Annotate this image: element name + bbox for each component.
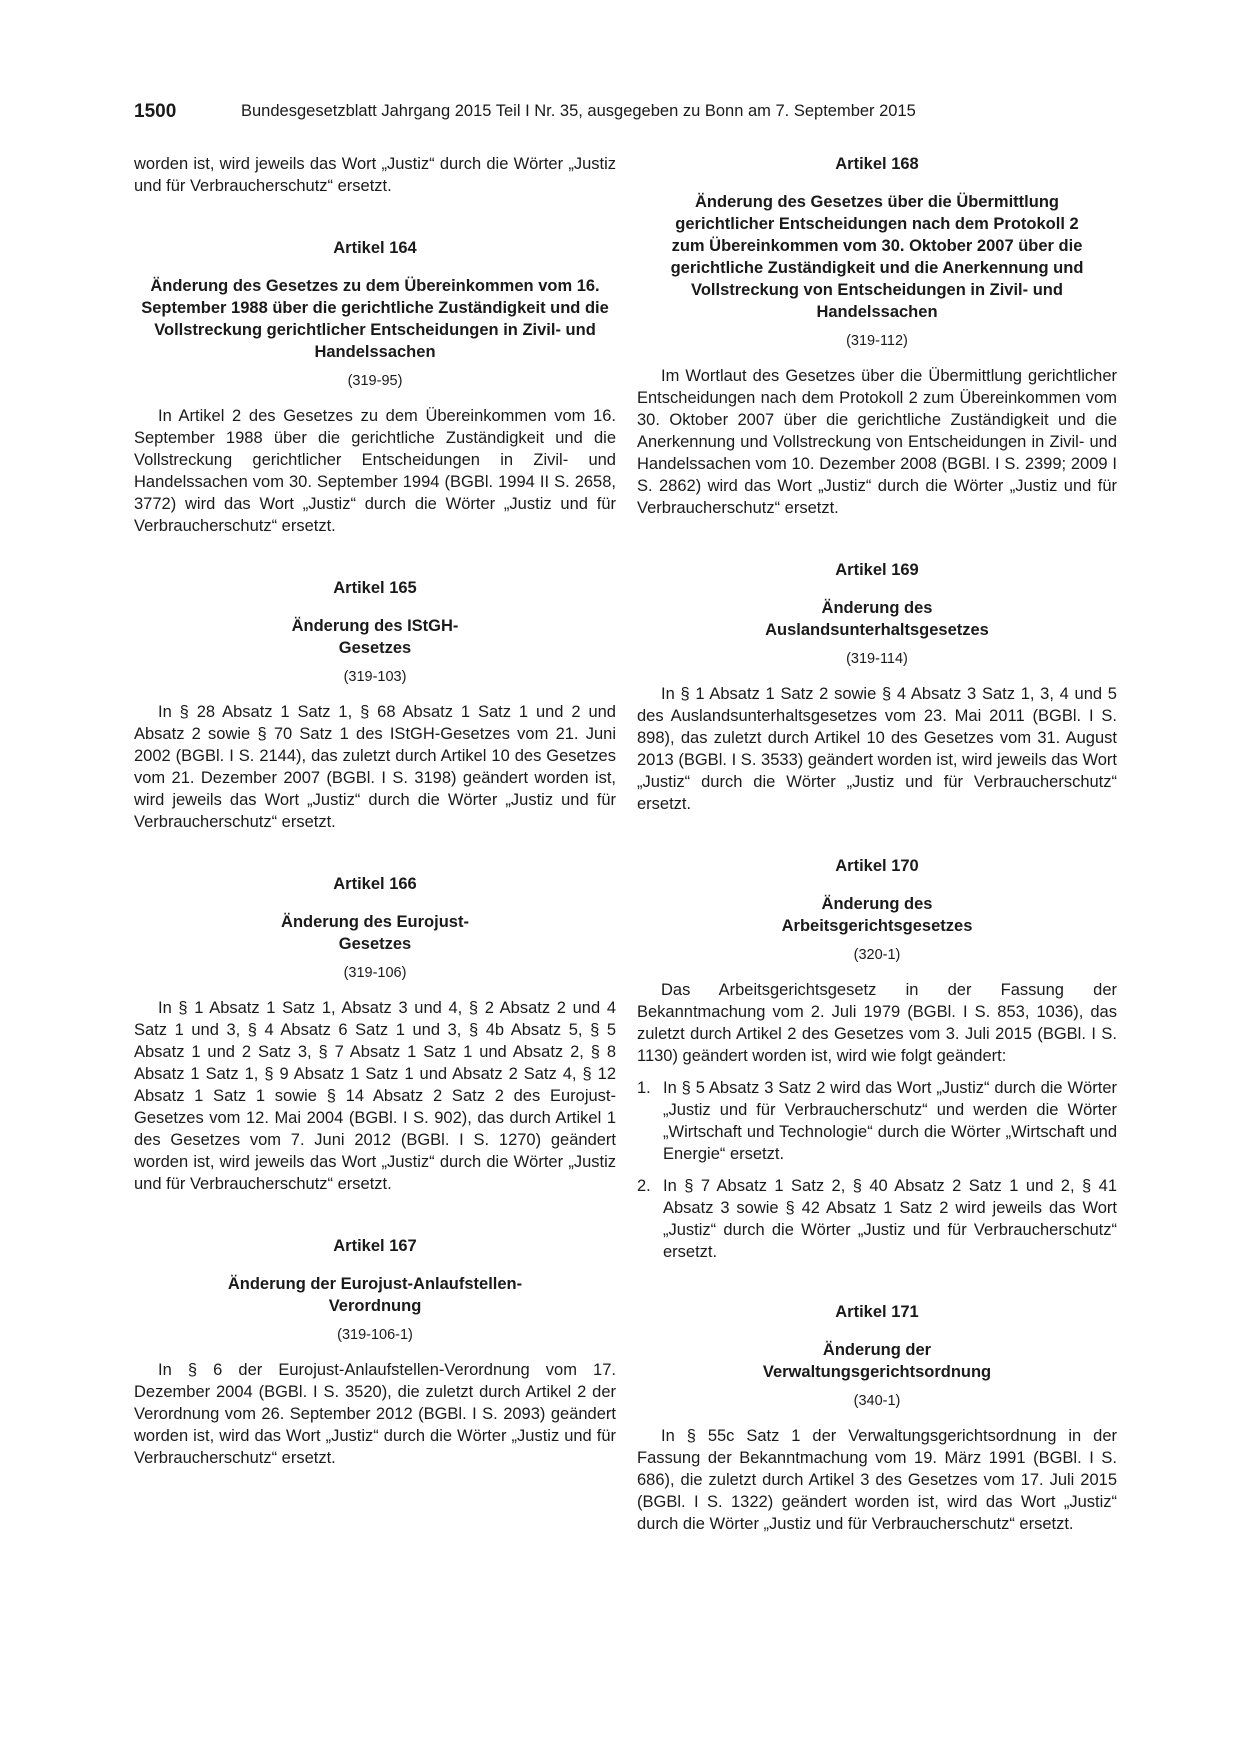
article-title: Änderung der Eurojust-Anlaufstellen-Verordnung (227, 1275, 523, 1315)
article-164 (134, 237, 616, 537)
article-body: In § 55c Satz 1 der Verwaltungsgerichtsordnung in der Fassung der Bekanntmachung vom 19. März 1991 (BGBl. I S. 686), die zuletzt durch Artikel 3 des Gesetzes vom 17. Juli 2015 (BGBl. I S. 1322) geändert worden ist, wird das Wort „Justiz“ durch die Wörter „Justiz und für Verbraucherschutz“ ersetzt. (637, 1427, 1117, 1533)
page-number: 1500 (134, 101, 177, 122)
gazette-title: Bundesgesetzblatt Jahrgang 2015 Teil I Nr. 35, ausgegeben zu Bonn am 7. September 2015 (241, 102, 916, 120)
article-reference: (319-114) (846, 651, 908, 667)
right-column (637, 153, 1117, 1535)
article-heading: Artikel 167 (333, 1237, 417, 1255)
article-title: Änderung des Gesetzes zu dem Übereinkommen vom 16. September 1988 über die gerichtliche Zuständigkeit und die Vollstreckung gerichtlicher Entscheidungen in Zivil- und Handelssachen (141, 277, 609, 361)
article-heading: Artikel 170 (835, 857, 919, 875)
article-body: In § 1 Absatz 1 Satz 1, Absatz 3 und 4, § 2 Absatz 2 und 4 Satz 1 und 3, § 4 Absatz 6 Satz 1 und 3, § 4b Absatz 5, § 5 Absatz 1 und 2 Satz 3, § 7 Absatz 1 Satz 1 und Absatz 2, § 8 Absatz 1 Satz 1, § 9 Absatz 1 Satz 1 und Absatz 2 Satz 4, § 12 Absatz 1 Satz 1 sowie § 14 Absatz 2 Satz 2 des Eurojust-Gesetzes vom 12. Mai 2004 (BGBl. I S. 902), das durch Artikel 1 des Gesetzes vom 7. Juni 2012 (BGBl. I S. 1270) geändert worden ist, wird jeweils das Wort „Justiz“ durch die Wörter „Justiz und für Verbraucherschutz“ ersetzt. (134, 999, 616, 1193)
list-item (637, 1175, 1117, 1263)
article-title: Änderung des Gesetzes über die Übermittlung gerichtlicher Entscheidungen nach dem Protokoll 2 zum Übereinkommen vom 30. Oktober 2007 über die gerichtliche Zuständigkeit und die Anerkennung und Vollstreckung von Entscheidungen in Zivil- und Handelssachen (670, 193, 1084, 321)
page-header (134, 101, 1014, 127)
article-heading: Artikel 168 (835, 155, 919, 173)
article-heading: Artikel 171 (835, 1303, 919, 1321)
article-165 (134, 577, 616, 833)
article-body: In § 6 der Eurojust-Anlaufstellen-Verordnung vom 17. Dezember 2004 (BGBl. I S. 3520), die zuletzt durch Artikel 2 der Verordnung vom 26. September 2012 (BGBl. I S. 2093) geändert worden ist, wird das Wort „Justiz“ durch die Wörter „Justiz und für Verbraucherschutz“ ersetzt. (134, 1361, 616, 1467)
continued-paragraph: worden ist, wird jeweils das Wort „Justiz“ durch die Wörter „Justiz und für Verbraucherschutz“ ersetzt. (134, 155, 616, 195)
article-170 (637, 855, 1117, 1263)
article-reference: (340-1) (853, 1393, 901, 1409)
article-heading: Artikel 166 (333, 875, 417, 893)
article-body: Das Arbeitsgerichtsgesetz in der Fassung der Bekanntmachung vom 2. Juli 1979 (BGBl. I S. 853, 1036), das zuletzt durch Artikel 2 des Gesetzes vom 3. Juli 2015 (BGBl. I S. 1130) geändert worden ist, wird wie folgt geändert: (637, 981, 1117, 1065)
article-body: In § 1 Absatz 1 Satz 2 sowie § 4 Absatz 3 Satz 1, 3, 4 und 5 des Auslandsunterhaltsgesetzes vom 23. Mai 2011 (BGBl. I S. 898), das zuletzt durch Artikel 10 des Gesetzes vom 31. August 2013 (BGBl. I S. 3533) geändert worden ist, wird jeweils das Wort „Justiz“ durch die Wörter „Justiz und für Verbraucherschutz“ ersetzt. (637, 685, 1117, 813)
article-reference: (319-95) (347, 373, 403, 389)
list-item-text: In § 7 Absatz 1 Satz 2, § 40 Absatz 2 Satz 1 und 2, § 41 Absatz 3 sowie § 42 Absatz 1 Satz 2 wird jeweils das Wort „Justiz“ durch die Wörter „Justiz und für Verbraucherschutz“ ersetzt. (663, 1177, 1117, 1261)
article-167 (134, 1235, 616, 1469)
article-title: Änderung des Eurojust-Gesetzes (281, 913, 469, 953)
article-body: Im Wortlaut des Gesetzes über die Übermittlung gerichtlicher Entscheidungen nach dem Protokoll 2 zum Übereinkommen vom 30. Oktober 2007 über die gerichtliche Zuständigkeit und die Anerkennung und Vollstreckung von Entscheidungen in Zivil- und Handelssachen vom 10. Dezember 2008 (BGBl. I S. 2399; 2009 I S. 2862) wird das Wort „Justiz“ durch die Wörter „Justiz und für Verbraucherschutz“ ersetzt. (637, 367, 1117, 517)
article-title: Änderung des Auslandsunterhaltsgesetzes (765, 599, 989, 639)
article-body: In Artikel 2 des Gesetzes zu dem Übereinkommen vom 16. September 1988 über die gerichtliche Zuständigkeit und die Vollstreckung gerichtlicher Entscheidungen in Zivil- und Handelssachen vom 30. September 1994 (BGBl. 1994 II S. 2658, 3772) wird das Wort „Justiz“ durch die Wörter „Justiz und für Verbraucherschutz“ ersetzt. (134, 407, 616, 535)
article-heading: Artikel 165 (333, 579, 417, 597)
list-item-number: 2. (637, 1177, 651, 1195)
article-heading: Artikel 164 (333, 239, 417, 257)
article-reference: (319-106-1) (337, 1327, 413, 1343)
article-body: In § 28 Absatz 1 Satz 1, § 68 Absatz 1 Satz 1 und 2 und Absatz 2 sowie § 70 Satz 1 des IStGH-Gesetzes vom 21. Juni 2002 (BGBl. I S. 2144), das zuletzt durch Artikel 10 des Gesetzes vom 21. Dezember 2007 (BGBl. I S. 3198) geändert worden ist, wird jeweils das Wort „Justiz“ durch die Wörter „Justiz und für Verbraucherschutz“ ersetzt. (134, 703, 616, 831)
article-heading: Artikel 169 (835, 561, 919, 579)
article-reference: (319-112) (846, 333, 908, 349)
article-168 (637, 153, 1117, 519)
article-171 (637, 1301, 1117, 1535)
list-item-text: In § 5 Absatz 3 Satz 2 wird das Wort „Justiz“ durch die Wörter „Justiz und für Verbraucherschutz“ und werden die Wörter „Wirtschaft und Technologie“ durch die Wörter „Wirtschaft und Energie“ ersetzt. (663, 1079, 1117, 1163)
list-item (637, 1077, 1117, 1165)
article-reference: (320-1) (853, 947, 901, 963)
article-title: Änderung des Arbeitsgerichtsgesetzes (781, 895, 973, 935)
article-title: Änderung der Verwaltungsgerichtsordnung (762, 1341, 992, 1381)
list-item-number: 1. (637, 1079, 651, 1097)
article-reference: (319-106) (343, 965, 407, 981)
article-166 (134, 873, 616, 1195)
left-column (134, 153, 616, 1469)
article-reference: (319-103) (343, 669, 407, 685)
amendment-list (637, 1077, 1117, 1263)
article-title: Änderung des IStGH-Gesetzes (291, 617, 459, 657)
article-169 (637, 559, 1117, 815)
